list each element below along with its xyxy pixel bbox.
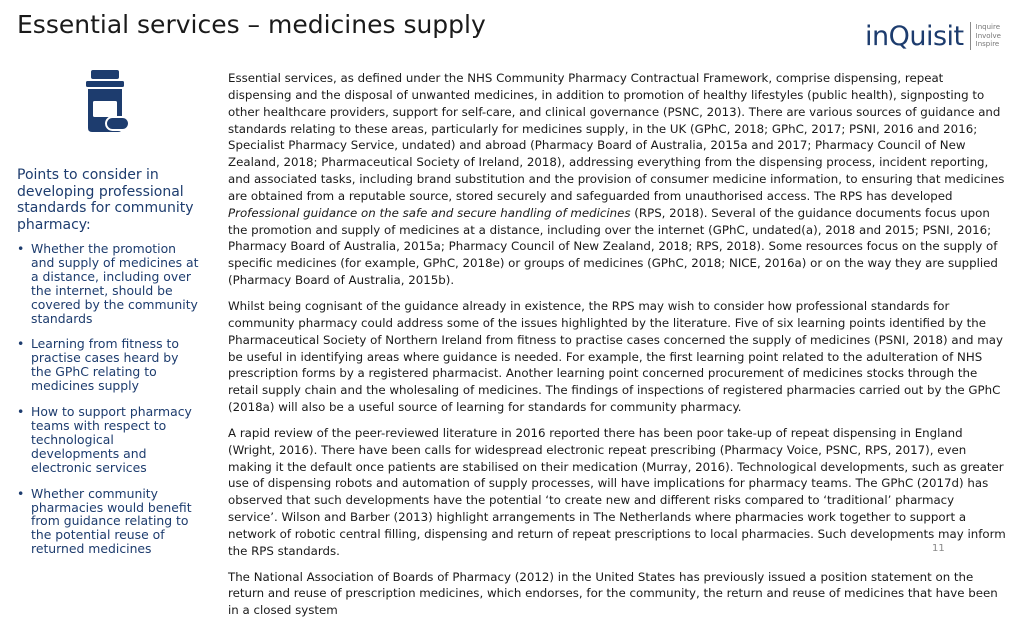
main-body-text [228, 70, 1006, 628]
logo-wordmark: inQuisit [865, 20, 964, 52]
paragraph-repeat-dispensing: A rapid review of the peer-reviewed literature in 2016 reported there has been poor take-up of repeat dispensing in England (Wright, 2016). There have been calls for widespread electronic repeat prescribing (Pharmacy Voice, PSNC, RPS, 2017), even making it the default once patients are stabilised on their medication (Murray, 2016). Technological developments, such as greater use of dispensing robots and automation of supply processes, will have implications for pharmacy teams. The GPhC (2017d) has observed that such developments have the potential ‘to create new and different risks compared to ‘traditional’ pharmacy service’. Wilson and Barber (2013) highlight arrangements in The Netherlands where pharmacies work together to support a network of robotic central filling, dispensing and return of repeat prescriptions to local pharmacies. Such developments may inform the RPS standards. [228, 425, 1006, 558]
page-title: Essential services – medicines supply [17, 10, 486, 39]
logo-tagline: Inquire Involve Inspire [975, 23, 1001, 49]
list-item: • Whether the promotion and supply of medicines at a distance, including over the internet, should be covered by the community standards [17, 242, 199, 325]
paragraph-medicines-reuse: The National Association of Boards of Pharmacy (2012) in the United States has previously issued a position statement on the return and reuse of prescription medicines, which endorses, for the community, the return and reuse of medicines that have been in a closed system [228, 569, 998, 618]
paragraph-essential-services: Essential services, as defined under the NHS Community Pharmacy Contractual Framework, comprise dispensing, repeat dispensing and the disposal of unwanted medicines, in addition to promotion of healthy lifestyles (public health), signposting to other healthcare providers, support for self-care, and clinical governance (PSNC, 2013). There are various sources of guidance and standards relating to these areas, particularly for medicines supply, in the UK (GPhC, 2018; GPhC, 2017; PSNI, 2016 and 2016; Specialist Pharmacy Service, undated) and abroad (Pharmacy Board of Australia, 2015a and 2017; Pharmacy Council of New Zealand, 2018; Pharmaceutical Society of Ireland, 2018), addressing everything from the dispensing process, incident reporting, and associated tasks, including brand substitution and the provision of consumer medicine information, to ensuring that medicines are obtained from a reputable source, stored securely and safeguarded from unauthorised access. The RPS has developed Professional guidance on the safe and secure handling of medicines (RPS, 2018). Several of the guidance documents focus upon the promotion and supply of medicines at a distance, including over the internet (GPhC, undated(a), 2018 and 2015; PSNI, 2016; Pharmacy Board of Australia, 2015a; Pharmacy Council of New Zealand, 2018; RPS, 2018). Some resources focus on the supply of specific medicines (for example, GPhC, 2018e) or groups of medicines (GPhC, 2018; NICE, 2016a) or on the way they are supplied (Pharmacy Board of Australia, 2015b). [228, 71, 1005, 288]
logo-divider [970, 22, 971, 50]
considerations-list [17, 242, 199, 568]
list-item: • How to support pharmacy teams with respect to technological developments and electronic services [17, 405, 199, 475]
considerations-heading: Points to consider in developing professional standards for community pharmacy: [17, 167, 194, 233]
guidance-title: Professional guidance on the safe and secure handling of medicines [228, 205, 631, 220]
inquisit-logo [865, 18, 1001, 54]
list-item: • Whether community pharmacies would benefit from guidance relating to the potential reuse of returned medicines [17, 487, 199, 557]
medicine-bottle-icon [83, 70, 133, 136]
list-item: • Learning from fitness to practise cases heard by the GPhC relating to medicines supply [17, 337, 199, 393]
page-number: 11 [932, 543, 945, 554]
paragraph-existing-guidance: Whilst being cognisant of the guidance already in existence, the RPS may wish to consider how professional standards for community pharmacy could address some of the issues highlighted by the literature. Five of six learning points identified by the Pharmaceutical Society of Northern Ireland from fitness to practise cases concerned the supply of medicines (PSNI, 2018) and may be useful in identifying areas where guidance is needed. For example, the first learning point related to the adulteration of NHS prescription forms by a registered pharmacist. Another learning point concerned procurement of medicines stocks through the retail supply chain and the wholesaling of medicines. The findings of inspections of registered pharmacies carried out by the GPhC (2018a) will also be a useful source of learning for standards for community pharmacy. [228, 298, 1003, 415]
